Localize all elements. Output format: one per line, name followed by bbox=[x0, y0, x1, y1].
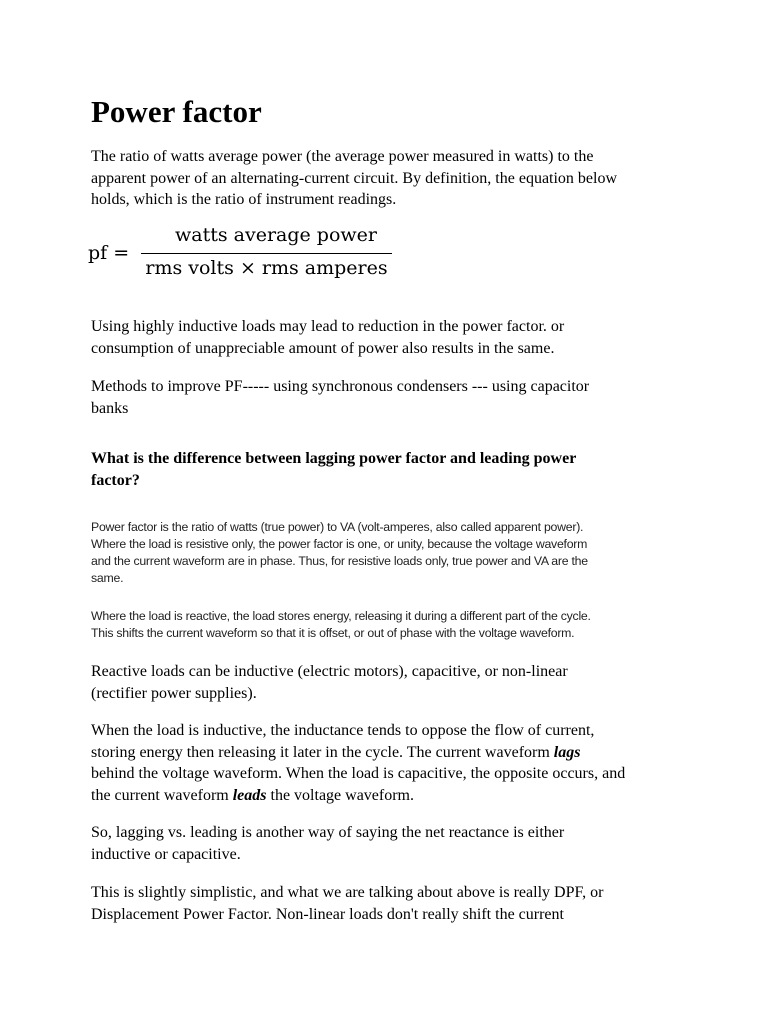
question-heading bbox=[91, 448, 681, 491]
lagging-line-1: So, lagging vs. leading is another way of saying the net reactance is either bbox=[91, 824, 565, 841]
reactive-line-2: (rectifier power supplies). bbox=[91, 684, 257, 702]
fraction-bar bbox=[141, 253, 392, 254]
answer1-line-2: Where the load is resistive only, the power factor is one, or unity, because the voltage waveform bbox=[91, 537, 588, 551]
inductance-line-4-end: the voltage waveform. bbox=[266, 786, 414, 804]
answer-paragraph-1 bbox=[91, 519, 681, 587]
reactive-paragraph bbox=[91, 661, 681, 704]
inductance-line-3: behind the voltage waveform. When the load is capacitive, the opposite occurs, and bbox=[91, 765, 626, 782]
intro-line-2: apparent power of an alternating-current circuit. By definition, the equation below bbox=[91, 169, 618, 187]
inductance-line-2 bbox=[91, 742, 681, 764]
methods-line-2: banks bbox=[91, 399, 129, 417]
dpf-paragraph bbox=[91, 882, 681, 925]
methods-line-1: Methods to improve PF----- using synchronous condensers --- using capacitor bbox=[91, 378, 590, 395]
answer2-line-2: This shifts the current waveform so that it is offset, or out of phase with the voltage waveform. bbox=[91, 626, 575, 640]
formula-denominator: rms volts × rms amperes bbox=[145, 257, 388, 279]
lagging-line-2: inductive or capacitive. bbox=[91, 845, 241, 863]
inductance-line-1: When the load is inductive, the inductance tends to oppose the flow of current, bbox=[91, 722, 595, 739]
inductive-paragraph bbox=[91, 316, 681, 359]
inductance-line-2-text: storing energy then releasing it later in the cycle. The current waveform bbox=[91, 743, 554, 761]
formula-lhs: pf = bbox=[88, 242, 130, 264]
lags-emphasis: lags bbox=[553, 743, 581, 761]
inductive-line-2: consumption of unappreciable amount of power also results in the same. bbox=[91, 339, 555, 357]
reactive-line-1: Reactive loads can be inductive (electric motors), capacitive, or non-linear bbox=[91, 663, 568, 680]
inductance-paragraph bbox=[91, 720, 681, 806]
power-factor-formula bbox=[88, 218, 408, 292]
intro-line-3: holds, which is the ratio of instrument readings. bbox=[91, 191, 397, 208]
inductance-line-4 bbox=[91, 785, 681, 807]
intro-paragraph bbox=[91, 146, 681, 211]
methods-paragraph bbox=[91, 376, 681, 419]
intro-line-1: The ratio of watts average power (the average power measured in watts) to the bbox=[91, 148, 594, 165]
page-title: Power factor bbox=[91, 94, 262, 129]
inductive-line-1: Using highly inductive loads may lead to reduction in the power factor. or bbox=[91, 318, 565, 335]
dpf-line-1: This is slightly simplistic, and what we are talking about above is really DPF, or bbox=[91, 884, 604, 901]
answer1-line-4: same. bbox=[91, 571, 124, 585]
dpf-line-2: Displacement Power Factor. Non-linear loads don't really shift the current bbox=[91, 905, 564, 923]
inductance-line-4-start: the current waveform bbox=[91, 786, 233, 804]
formula-numerator: watts average power bbox=[174, 224, 377, 246]
leads-emphasis: leads bbox=[232, 786, 267, 804]
question-line-2: factor? bbox=[91, 471, 140, 489]
answer-paragraph-2 bbox=[91, 608, 681, 642]
answer2-line-1: Where the load is reactive, the load stores energy, releasing it during a different part of the cycle. bbox=[91, 609, 591, 623]
answer1-line-3: and the current waveform are in phase. Thus, for resistive loads only, true power and VA are the bbox=[91, 554, 588, 568]
lagging-paragraph bbox=[91, 822, 681, 865]
question-line-1: What is the difference between lagging power factor and leading power bbox=[91, 450, 577, 467]
answer1-line-1: Power factor is the ratio of watts (true power) to VA (volt-amperes, also called apparent power). bbox=[91, 520, 584, 534]
